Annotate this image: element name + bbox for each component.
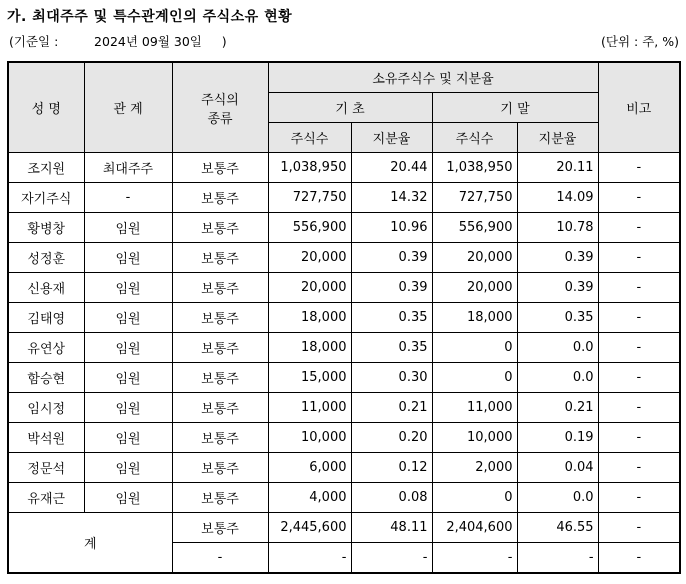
cell-remarks: - xyxy=(598,333,680,363)
total-begin-ratio: 48.11 xyxy=(351,513,432,543)
total-remarks: - xyxy=(598,513,680,543)
cell-end-shares: 0 xyxy=(432,483,517,513)
cell-end-shares: 10,000 xyxy=(432,423,517,453)
cell-name: 임시정 xyxy=(8,393,84,423)
cell-relation: 임원 xyxy=(84,423,172,453)
header-relation: 관 계 xyxy=(84,62,172,153)
cell-stock-type: 보통주 xyxy=(172,333,268,363)
cell-name: 신용재 xyxy=(8,273,84,303)
total-begin-shares: 2,445,600 xyxy=(268,513,351,543)
cell-end-ratio: 20.11 xyxy=(517,153,598,183)
total-label: 계 xyxy=(8,513,172,574)
cell-begin-shares: 20,000 xyxy=(268,273,351,303)
cell-name: 유재근 xyxy=(8,483,84,513)
cell-stock-type: 보통주 xyxy=(172,153,268,183)
cell-name: 황병창 xyxy=(8,213,84,243)
cell-begin-shares: 20,000 xyxy=(268,243,351,273)
cell-begin-ratio: 20.44 xyxy=(351,153,432,183)
cell-stock-type: 보통주 xyxy=(172,423,268,453)
cell-begin-shares: 15,000 xyxy=(268,363,351,393)
shareholding-table xyxy=(7,61,681,574)
cell-name: 김태영 xyxy=(8,303,84,333)
cell-end-ratio: 0.0 xyxy=(517,333,598,363)
cell-remarks: - xyxy=(598,393,680,423)
cell-begin-shares: 6,000 xyxy=(268,453,351,483)
cell-relation: 임원 xyxy=(84,483,172,513)
cell-stock-type: 보통주 xyxy=(172,273,268,303)
cell-name: 박석원 xyxy=(8,423,84,453)
cell-end-ratio: 0.21 xyxy=(517,393,598,423)
cell-end-shares: 18,000 xyxy=(432,303,517,333)
table-row xyxy=(8,483,680,513)
cell-stock-type: 보통주 xyxy=(172,243,268,273)
cell-stock-type: 보통주 xyxy=(172,303,268,333)
cell-remarks: - xyxy=(598,483,680,513)
cell-begin-ratio: 0.21 xyxy=(351,393,432,423)
cell-relation: 임원 xyxy=(84,363,172,393)
cell-end-shares: 11,000 xyxy=(432,393,517,423)
cell-stock-type: 보통주 xyxy=(172,213,268,243)
cell-end-shares: 1,038,950 xyxy=(432,153,517,183)
total-begin-shares: - xyxy=(268,543,351,574)
cell-begin-ratio: 0.12 xyxy=(351,453,432,483)
header-ending: 기 말 xyxy=(432,93,598,123)
cell-end-shares: 0 xyxy=(432,363,517,393)
cell-remarks: - xyxy=(598,183,680,213)
cell-stock-type: 보통주 xyxy=(172,393,268,423)
cell-remarks: - xyxy=(598,153,680,183)
cell-begin-ratio: 0.20 xyxy=(351,423,432,453)
cell-begin-ratio: 0.35 xyxy=(351,333,432,363)
cell-begin-shares: 727,750 xyxy=(268,183,351,213)
header-ownership: 소유주식수 및 지분율 xyxy=(268,62,598,93)
cell-begin-shares: 18,000 xyxy=(268,303,351,333)
cell-remarks: - xyxy=(598,423,680,453)
cell-relation: 임원 xyxy=(84,453,172,483)
cell-end-ratio: 0.39 xyxy=(517,243,598,273)
cell-end-shares: 0 xyxy=(432,333,517,363)
table-row xyxy=(8,363,680,393)
cell-begin-shares: 10,000 xyxy=(268,423,351,453)
cell-relation: 임원 xyxy=(84,273,172,303)
header-stock-type: 주식의 종류 xyxy=(172,62,268,153)
cell-name: 유연상 xyxy=(8,333,84,363)
table-row xyxy=(8,273,680,303)
total-end-shares: 2,404,600 xyxy=(432,513,517,543)
table-row xyxy=(8,153,680,183)
cell-remarks: - xyxy=(598,303,680,333)
total-row xyxy=(8,513,680,543)
header-end-ratio: 지분율 xyxy=(517,123,598,153)
cell-begin-ratio: 0.08 xyxy=(351,483,432,513)
cell-end-ratio: 0.0 xyxy=(517,363,598,393)
header-name: 성 명 xyxy=(8,62,84,153)
header-remarks: 비고 xyxy=(598,62,680,153)
cell-end-ratio: 0.04 xyxy=(517,453,598,483)
header-beginning: 기 초 xyxy=(268,93,432,123)
cell-remarks: - xyxy=(598,363,680,393)
cell-relation: 임원 xyxy=(84,243,172,273)
cell-end-shares: 727,750 xyxy=(432,183,517,213)
cell-name: 자기주식 xyxy=(8,183,84,213)
cell-begin-shares: 4,000 xyxy=(268,483,351,513)
cell-relation: 임원 xyxy=(84,303,172,333)
cell-end-ratio: 14.09 xyxy=(517,183,598,213)
cell-name: 함승현 xyxy=(8,363,84,393)
cell-relation: 최대주주 xyxy=(84,153,172,183)
base-date: (기준일 : 2024년 09월 30일 ) xyxy=(9,34,227,49)
cell-end-shares: 20,000 xyxy=(432,243,517,273)
header-begin-shares: 주식수 xyxy=(268,123,351,153)
cell-end-shares: 556,900 xyxy=(432,213,517,243)
cell-stock-type: 보통주 xyxy=(172,483,268,513)
cell-relation: 임원 xyxy=(84,333,172,363)
cell-end-ratio: 0.19 xyxy=(517,423,598,453)
cell-remarks: - xyxy=(598,213,680,243)
table-row xyxy=(8,243,680,273)
cell-end-shares: 20,000 xyxy=(432,273,517,303)
cell-remarks: - xyxy=(598,273,680,303)
total-end-ratio: - xyxy=(517,543,598,574)
cell-begin-ratio: 0.39 xyxy=(351,273,432,303)
table-row xyxy=(8,303,680,333)
cell-end-ratio: 0.39 xyxy=(517,273,598,303)
cell-begin-ratio: 14.32 xyxy=(351,183,432,213)
cell-relation: 임원 xyxy=(84,213,172,243)
cell-name: 정문석 xyxy=(8,453,84,483)
cell-begin-ratio: 0.30 xyxy=(351,363,432,393)
cell-stock-type: 보통주 xyxy=(172,453,268,483)
cell-name: 성정훈 xyxy=(8,243,84,273)
table-row xyxy=(8,213,680,243)
unit-label: (단위 : 주, %) xyxy=(601,34,679,49)
cell-begin-shares: 1,038,950 xyxy=(268,153,351,183)
total-end-ratio: 46.55 xyxy=(517,513,598,543)
total-end-shares: - xyxy=(432,543,517,574)
cell-end-ratio: 10.78 xyxy=(517,213,598,243)
header-begin-ratio: 지분율 xyxy=(351,123,432,153)
cell-end-ratio: 0.35 xyxy=(517,303,598,333)
cell-remarks: - xyxy=(598,453,680,483)
total-begin-ratio: - xyxy=(351,543,432,574)
cell-begin-ratio: 0.39 xyxy=(351,243,432,273)
cell-stock-type: 보통주 xyxy=(172,363,268,393)
table-row xyxy=(8,183,680,213)
total-type: - xyxy=(172,543,268,574)
cell-relation: 임원 xyxy=(84,393,172,423)
table-row xyxy=(8,453,680,483)
header-end-shares: 주식수 xyxy=(432,123,517,153)
cell-begin-shares: 556,900 xyxy=(268,213,351,243)
table-row xyxy=(8,333,680,363)
cell-end-shares: 2,000 xyxy=(432,453,517,483)
section-title: 가. 최대주주 및 특수관계인의 주식소유 현황 xyxy=(7,9,293,25)
table-row xyxy=(8,423,680,453)
total-remarks: - xyxy=(598,543,680,574)
cell-begin-ratio: 10.96 xyxy=(351,213,432,243)
table-row xyxy=(8,393,680,423)
cell-relation: - xyxy=(84,183,172,213)
cell-name: 조지원 xyxy=(8,153,84,183)
cell-remarks: - xyxy=(598,243,680,273)
cell-begin-ratio: 0.35 xyxy=(351,303,432,333)
total-type: 보통주 xyxy=(172,513,268,543)
cell-end-ratio: 0.0 xyxy=(517,483,598,513)
cell-begin-shares: 18,000 xyxy=(268,333,351,363)
cell-begin-shares: 11,000 xyxy=(268,393,351,423)
cell-stock-type: 보통주 xyxy=(172,183,268,213)
